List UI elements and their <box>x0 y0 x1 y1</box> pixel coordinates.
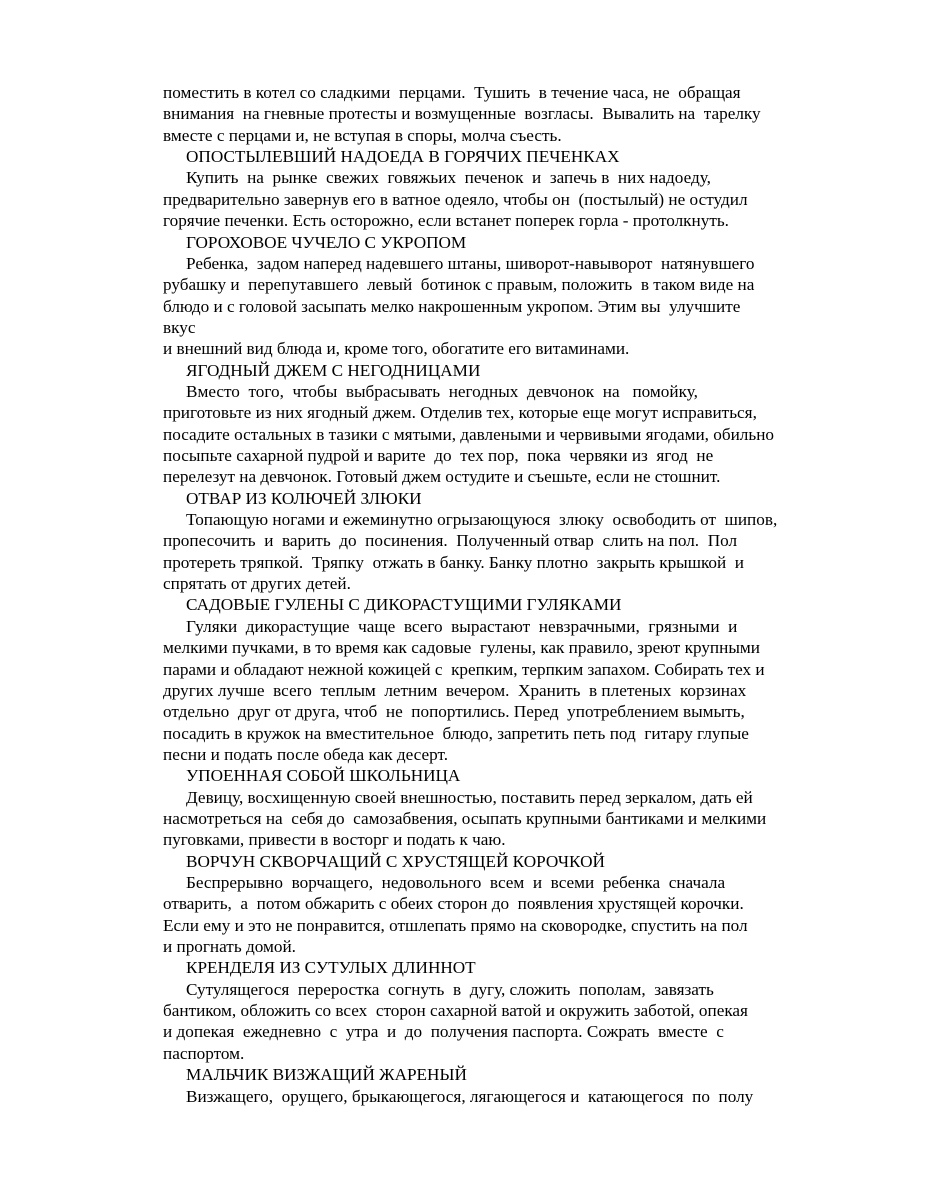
text-line: насмотреться на себя до самозабвения, осыпать крупными бантиками и мелкими <box>163 808 767 828</box>
text-line: посыпьте сахарной пудрой и варите до тех пор, пока червяки из ягод не <box>163 446 714 465</box>
text-line: и прогнать домой. <box>163 937 296 956</box>
text-line: внимания на гневные протесты и возмущенные возгласы. Вывалить на тарелку <box>163 104 761 124</box>
text-line: блюдо и с головой засыпать мелко накрошенным укропом. Этим вы улучшите <box>163 296 741 316</box>
text-line: парами и обладают нежной кожицей с крепким, терпким запахом. Собирать тех и <box>163 659 765 679</box>
section-heading: САДОВЫЕ ГУЛЕНЫ С ДИКОРАСТУЩИМИ ГУЛЯКАМИ <box>186 595 622 615</box>
text-line: Ребенка, задом наперед надевшего штаны, шиворот-навыворот натянувшего <box>186 253 755 273</box>
section-heading: МАЛЬЧИК ВИЗЖАЩИЙ ЖАРЕНЫЙ <box>186 1065 467 1085</box>
text-line: паспортом. <box>163 1043 245 1063</box>
text-line: пропесочить и варить до посинения. Полученный отвар слить на пол. Пол <box>163 531 738 551</box>
text-line: отдельно друг от друга, чтоб не попортились. Перед употреблением вымыть, <box>163 702 745 722</box>
text-line: протереть тряпкой. Тряпку отжать в банку. Банку плотно закрыть крышкой и <box>163 552 745 572</box>
text-line: приготовьте из них ягодный джем. Отделив тех, которые еще могут исправиться, <box>163 403 757 423</box>
text-line: мелкими пучками, в то время как садовые гулены, как правило, зреют крупными <box>163 638 760 658</box>
text-line: Купить на рынке свежих говяжьих печенок и запечь в них надоеду, <box>186 168 711 188</box>
text-line: бантиком, обложить со всех сторон сахарной ватой и окружить заботой, опекая <box>163 1001 748 1021</box>
text-line: Девицу, восхищенную своей внешностью, поставить перед зеркалом, дать ей <box>186 787 753 807</box>
text-line: Беспрерывно ворчащего, недовольного всем и всеми ребенка сначала <box>186 873 726 892</box>
text-line: и внешний вид блюда и, кроме того, обогатите его витаминами. <box>163 339 630 359</box>
section-heading: ОПОСТЫЛЕВШИЙ НАДОЕДА В ГОРЯЧИХ ПЕЧЕНКАХ <box>186 147 620 167</box>
text-line: рубашку и перепутавшего левый ботинок с правым, положить в таком виде на <box>163 275 755 295</box>
section-heading: УПОЕННАЯ СОБОЙ ШКОЛЬНИЦА <box>186 766 461 786</box>
text-line: вкус <box>163 317 196 337</box>
text-line: посадить в кружок на вместительное блюдо, запретить петь под гитару глупые <box>163 723 749 743</box>
text-line: вместе с перцами и, не вступая в споры, молча съесть. <box>163 125 562 145</box>
text-line: песни и подать после обеда как десерт. <box>163 744 448 764</box>
section-heading: ЯГОДНЫЙ ДЖЕМ С НЕГОДНИЦАМИ <box>186 360 481 380</box>
text-line: горячие печенки. Есть осторожно, если встанет поперек горла - протолкнуть. <box>163 211 729 231</box>
text-line: Топающую ногами и ежеминутно огрызающуюся злюку освободить от шипов, <box>186 510 778 529</box>
section-heading: ГОРОХОВОЕ ЧУЧЕЛО С УКРОПОМ <box>186 232 467 252</box>
text-line: пуговками, привести в восторг и подать к чаю. <box>163 830 506 850</box>
section-heading: КРЕНДЕЛЯ ИЗ СУТУЛЫХ ДЛИННОТ <box>186 958 476 978</box>
section-heading: ОТВАР ИЗ КОЛЮЧЕЙ ЗЛЮКИ <box>186 488 422 508</box>
text-line: других лучше всего теплым летним вечером. Хранить в плетеных корзинах <box>163 680 747 700</box>
text-line: и допекая ежедневно с утра и до получения паспорта. Сожрать вместе с <box>163 1022 724 1042</box>
text-line: отварить, а потом обжарить с обеих сторон до появления хрустящей корочки. <box>163 894 744 914</box>
text-line: посадите остальных в тазики с мятыми, давлеными и червивыми ягодами, обильно <box>163 424 775 444</box>
text-line: спрятать от других детей. <box>163 574 351 593</box>
text-line: Вместо того, чтобы выбрасывать негодных девчонок на помойку, <box>186 381 698 401</box>
section-heading: ВОРЧУН СКВОРЧАЩИЙ С ХРУСТЯЩЕЙ КОРОЧКОЙ <box>186 851 605 871</box>
text-line: Если ему и это не понравится, отшлепать прямо на сковородке, спустить на пол <box>163 915 748 935</box>
text-line: Сутулящегося переростка согнуть в дугу, сложить пополам, завязать <box>186 979 714 999</box>
text-line: поместить в котел со сладкими перцами. Тушить в течение часа, не обращая <box>163 83 741 102</box>
text-line: предварительно завернув его в ватное одеяло, чтобы он (постылый) не остудил <box>163 189 748 209</box>
text-line: перелезут на девчонок. Готовый джем остудите и съешьте, если не стошнит. <box>163 467 721 487</box>
text-line: Гуляки дикорастущие чаще всего вырастают невзрачными, грязными и <box>186 616 738 636</box>
text-line: Визжащего, орущего, брыкающегося, лягающегося и катающегося по полу <box>186 1086 754 1106</box>
